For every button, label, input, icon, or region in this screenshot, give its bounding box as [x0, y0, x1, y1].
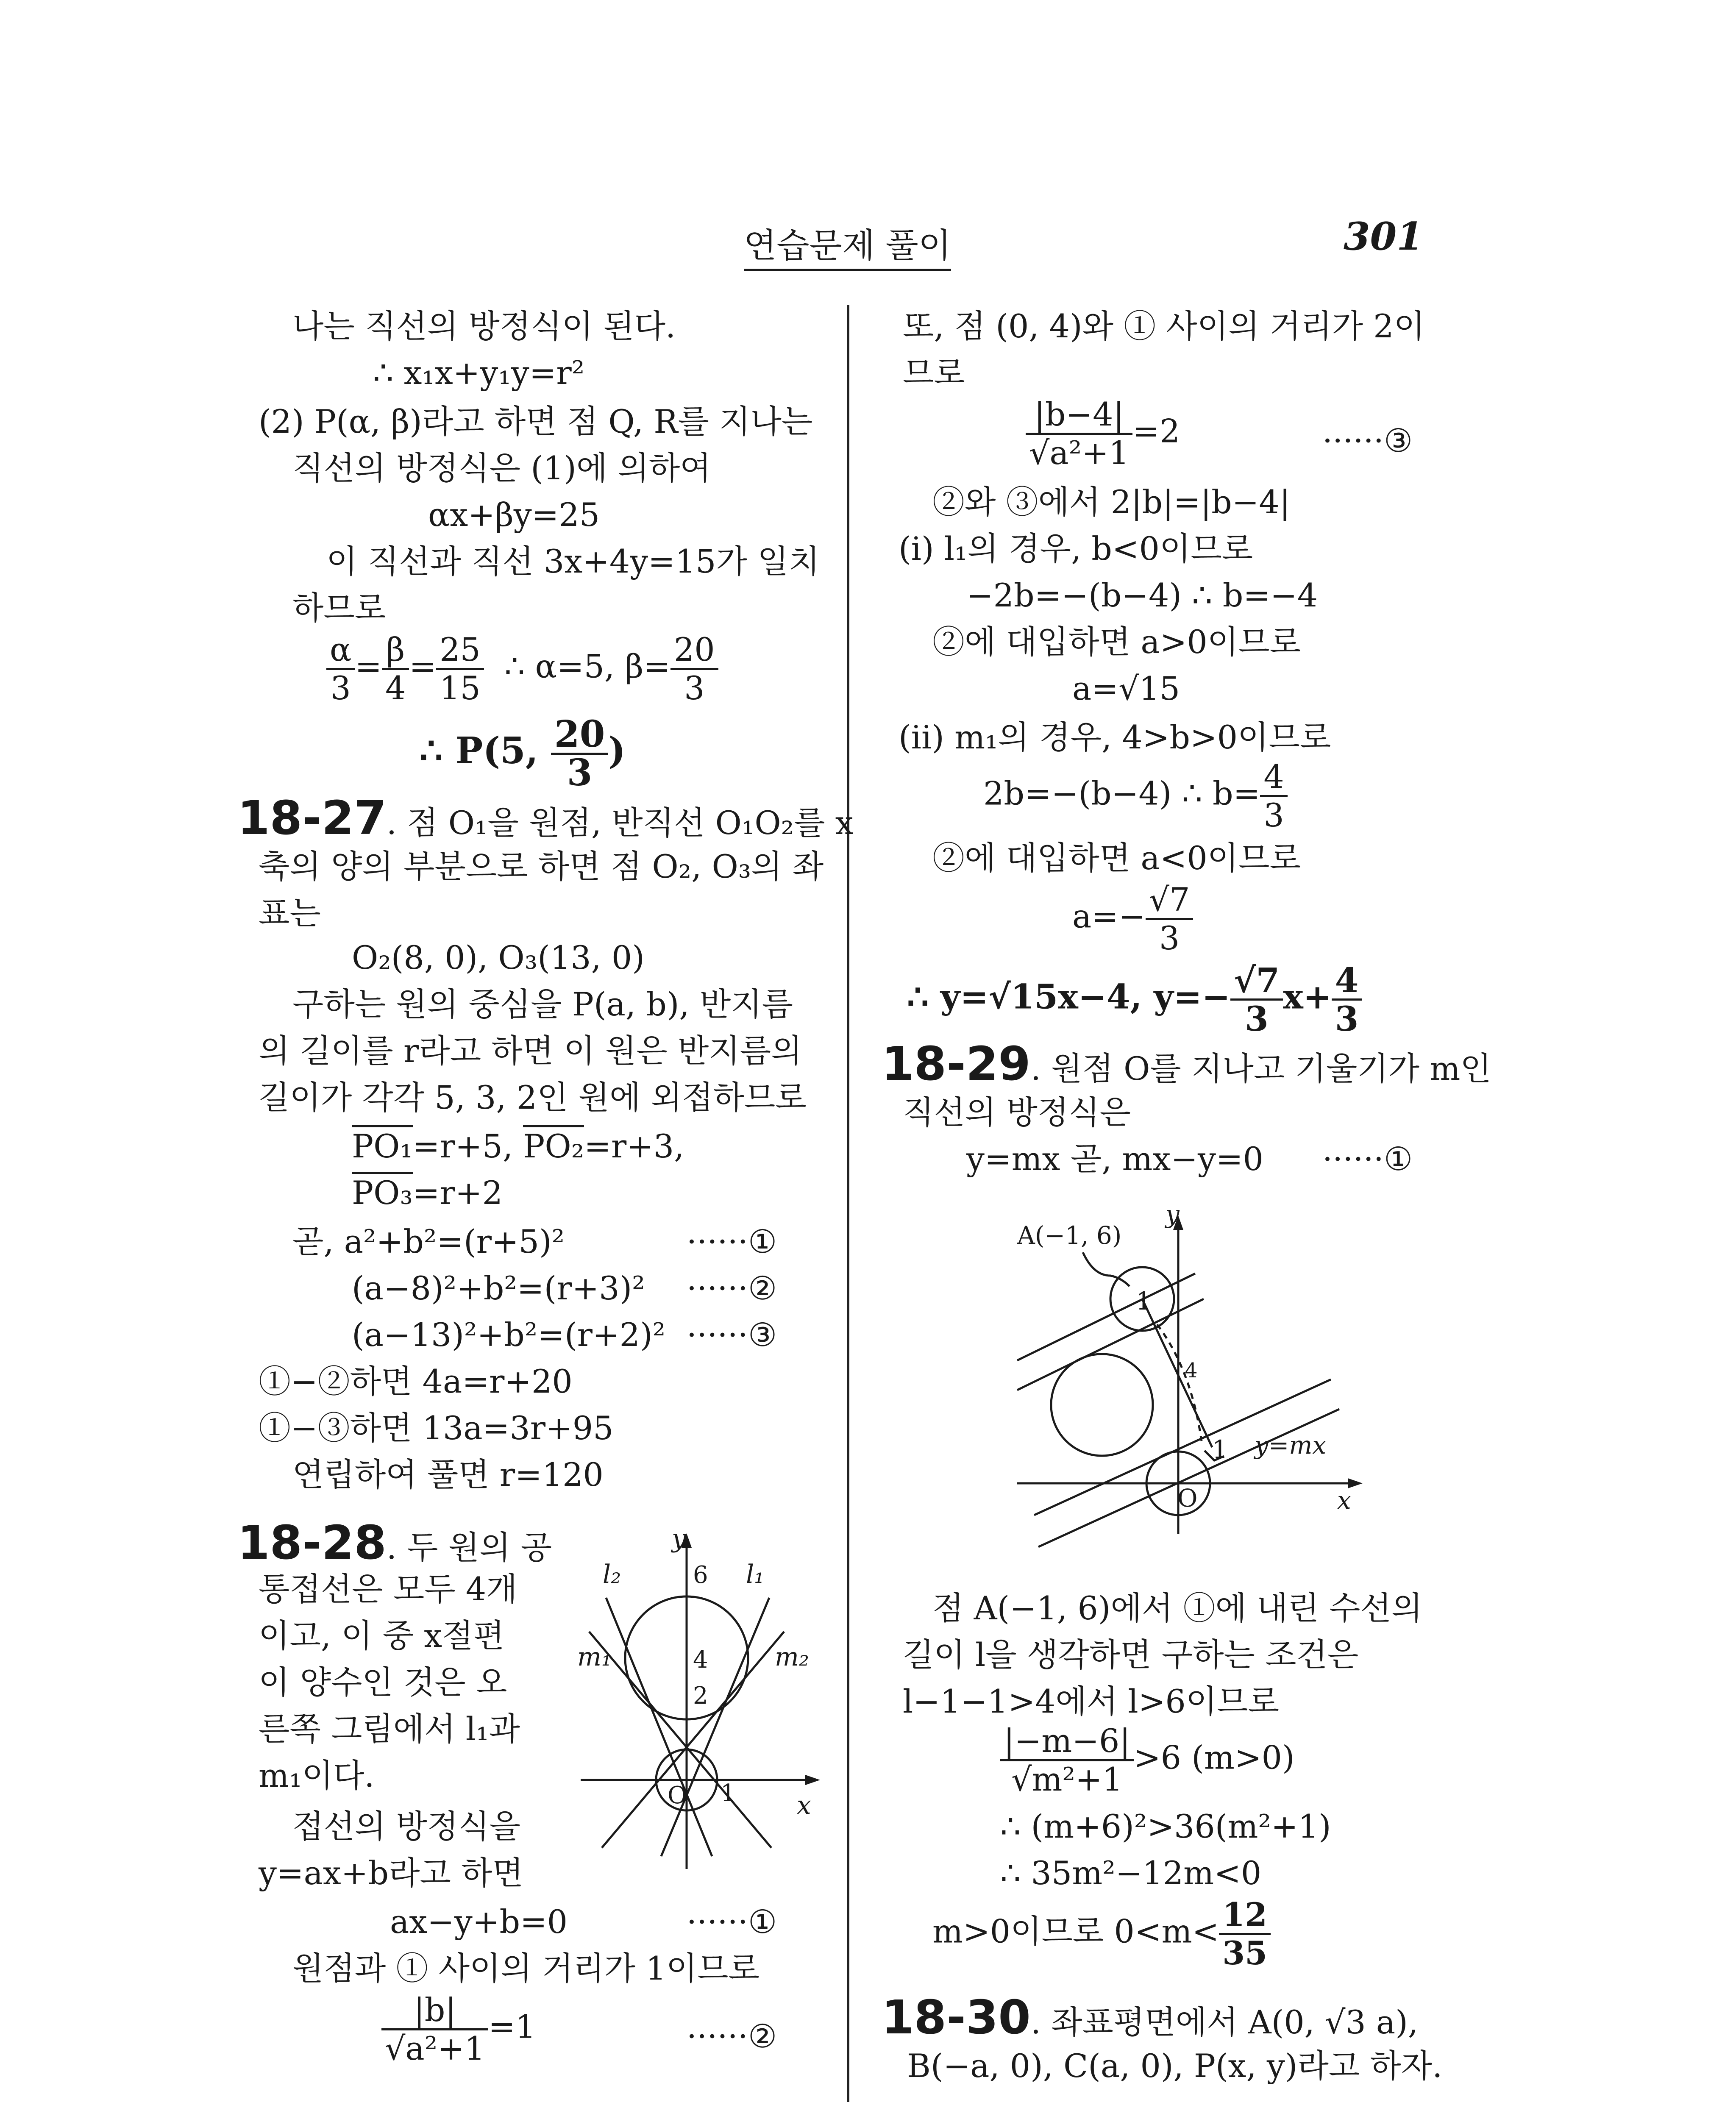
problem-number: 18-29	[882, 1037, 1031, 1091]
fraction: $\frac{\beta}{4}$	[382, 631, 409, 706]
m2-label: m₂	[775, 1642, 809, 1672]
equation: ∴ x₁x+y₁y=r²	[373, 354, 585, 392]
text-line: 직선의 방정식은	[903, 1093, 1131, 1131]
text-line: B(−a, 0), C(a, 0), P(x, y)라고 하자.	[907, 2047, 1443, 2085]
l2-label: l₂	[603, 1560, 621, 1589]
fraction: $\frac{12}{35}$	[1219, 1897, 1271, 1972]
text-line: 므로	[903, 354, 965, 392]
text-line: 른쪽 그림에서 l₁과	[259, 1710, 520, 1748]
fraction: $\frac{4}{3}$	[1332, 962, 1362, 1037]
text-line: m₁이다.	[259, 1757, 375, 1794]
text-line: 길이가 각각 5, 3, 2인 원에 외접하므로	[259, 1079, 807, 1116]
equation-tag: ······①	[687, 1223, 777, 1260]
equation: $\frac{|-m-6|}{\text{√m²+1}}$ >6 (m>0)	[1000, 1723, 1295, 1798]
x-label: x	[1337, 1486, 1351, 1515]
problem-18-28: 18-28. 두 원의 공	[237, 1516, 552, 1570]
text-line: 직선의 방정식은 (1)에 의하여	[292, 449, 711, 487]
text-line: y=ax+b라고 하면	[259, 1854, 523, 1892]
equation-1: ax−y+b=0	[390, 1903, 568, 1941]
equation-tag: ······③	[1322, 422, 1413, 459]
circle-middle	[1051, 1354, 1153, 1456]
fraction: $\frac{|-m-6|}{\text{√m²+1}}$	[1000, 1723, 1134, 1798]
text-line: (2) P(α, β)라고 하면 점 Q, R를 지나는	[259, 403, 813, 440]
text-line: ②에 대입하면 a>0이므로	[932, 623, 1301, 661]
equation: PO₃=r+2	[352, 1172, 503, 1214]
answer-line: m>0이므로 0<m< $\frac{12}{35}$	[932, 1897, 1271, 1972]
equation-tag: ······②	[687, 2017, 777, 2055]
equation: ∴ 35m²−12m<0	[1000, 1854, 1262, 1892]
fraction: $\frac{|b-4|}{\text{√a²+1}}$	[1026, 396, 1132, 471]
text-line: 구하는 원의 중심을 P(a, b), 반지름	[292, 985, 793, 1023]
equation-2: (a−8)²+b²=(r+3)²	[352, 1269, 645, 1307]
x-arrow-icon	[805, 1775, 820, 1785]
equation-tag: ······②	[687, 1269, 777, 1307]
equation: ∴ (m+6)²>36(m²+1)	[1000, 1808, 1331, 1845]
radius-1-label: 1	[1136, 1287, 1152, 1315]
text-line: 표는	[259, 894, 321, 932]
tangent-m1	[589, 1632, 771, 1848]
radius-1b-label: 1	[1212, 1435, 1228, 1464]
text-line: 길이 l을 생각하면 구하는 조건은	[903, 1636, 1359, 1674]
text-line: 나는 직선의 방정식이 된다.	[292, 307, 676, 345]
equation-ratio: $\frac{\alpha}{3}$ = $\frac{\beta}{4}$ = $\frac{25}{15}$ ∴ α=5, β= $\frac{20}{3}$	[326, 631, 718, 706]
text-line: 이 양수인 것은 오	[259, 1663, 507, 1701]
fraction: $\frac{\alpha}{3}$	[326, 631, 355, 706]
origin-label: O	[668, 1782, 687, 1809]
y-label: y	[1166, 1204, 1180, 1229]
fraction: $\frac{4}{3}$	[1260, 759, 1287, 834]
equation: −2b=−(b−4) ∴ b=−4	[966, 576, 1318, 614]
answer-line: ∴ y=√15x−4, y=− $\frac{√7}{3}$ x+ $\frac{4}{3}$	[907, 962, 1362, 1037]
m1-label: m₁	[577, 1642, 612, 1672]
fraction: $\frac{√7}{3}$	[1230, 962, 1283, 1037]
equation-2: $\frac{|b|}{\text{√a²+1}}$ =1	[381, 1992, 536, 2067]
text-line: 하므로	[292, 589, 386, 627]
problem-18-30: 18-30. 좌표평면에서 A(0, √3 a),	[882, 1990, 1419, 2044]
tick-2: 2	[693, 1682, 708, 1710]
page-title: 연습문제 풀이	[744, 218, 951, 271]
equation-tag: ······③	[687, 1316, 777, 1354]
text-line: 통접선은 모두 4개	[259, 1570, 517, 1608]
text-line: 이 직선과 직선 3x+4y=15가 일치	[326, 542, 820, 580]
equation-1: y=mx 곧, mx−y=0	[966, 1140, 1264, 1178]
l1-label: l₁	[746, 1560, 765, 1589]
text-line: 축의 양의 부분으로 하면 점 O₂, O₃의 좌	[259, 848, 824, 885]
leader-line	[1083, 1252, 1130, 1286]
equation: a=− $\frac{√7}{3}$	[1072, 882, 1193, 957]
point-a-label: A(−1, 6)	[1017, 1221, 1122, 1250]
equation: PO₁=r+5, PO₂=r+3,	[352, 1125, 684, 1168]
equation-3: $\frac{|b-4|}{\text{√a²+1}}$ =2	[1026, 396, 1180, 471]
line-ymx	[1038, 1409, 1339, 1547]
problem-number: 18-27	[237, 791, 387, 845]
equation-tag: ······①	[1322, 1140, 1413, 1178]
tangent-l1	[661, 1598, 769, 1856]
text-line: 원점과 ① 사이의 거리가 1이므로	[292, 1949, 760, 1987]
y-label: y	[672, 1526, 686, 1553]
distance-4-label: 4	[1185, 1359, 1198, 1382]
equation: a=√15	[1072, 670, 1180, 707]
page-number: 301	[1344, 214, 1423, 259]
column-divider	[847, 305, 849, 2102]
line-label: y=mx	[1255, 1431, 1327, 1460]
fraction: $\frac{25}{15}$	[436, 631, 484, 706]
equation-3: (a−13)²+b²=(r+2)²	[352, 1316, 666, 1354]
equation: ②와 ③에서 2|b|=|b−4|	[932, 483, 1291, 521]
text-line: 이고, 이 중 x절편	[259, 1617, 504, 1655]
origin-label: O	[1177, 1484, 1198, 1513]
equation: αx+βy=25	[428, 496, 600, 534]
x-label: x	[797, 1791, 811, 1820]
problem-18-29: 18-29. 원점 O를 지나고 기울기가 m인	[882, 1037, 1491, 1091]
text-line: 또, 점 (0, 4)와 ① 사이의 거리가 2이	[903, 307, 1425, 345]
tick-4: 4	[693, 1646, 708, 1674]
equation: ①−③하면 13a=3r+95	[259, 1409, 614, 1447]
fraction: $\frac{√7}{3}$	[1146, 882, 1194, 957]
text-line: ②에 대입하면 a<0이므로	[932, 839, 1301, 877]
text-line: 의 길이를 r라고 하면 이 원은 반지름의	[259, 1032, 802, 1070]
tangent-l2	[606, 1598, 712, 1856]
parallel-line-2	[1017, 1299, 1204, 1390]
equation: 2b=−(b−4) ∴ b= $\frac{4}{3}$	[983, 759, 1288, 834]
equation: 연립하여 풀면 r=120	[292, 1456, 604, 1493]
problem-18-27: 18-27. 점 O₁을 원점, 반직선 O₁O₂를 x	[237, 791, 854, 845]
text-line: (i) l₁의 경우, b<0이므로	[899, 530, 1253, 567]
problem-number: 18-28	[237, 1516, 387, 1570]
answer-line: ∴ P(5, $\frac{20}{3}$ )	[420, 713, 626, 794]
text-line: (ii) m₁의 경우, 4>b>0이므로	[899, 718, 1331, 756]
equation: O₂(8, 0), O₃(13, 0)	[352, 939, 645, 976]
text-line: 접선의 방정식을	[292, 1808, 521, 1845]
fraction: $\frac{20}{3}$	[670, 631, 718, 706]
fraction: $\frac{|b|}{\text{√a²+1}}$	[381, 1992, 488, 2067]
equation-tag: ······①	[687, 1903, 777, 1941]
tick-1: 1	[721, 1780, 736, 1807]
figure-circles-lines	[1009, 1204, 1373, 1551]
equation-1: 곧, a²+b²=(r+5)²	[292, 1223, 565, 1260]
tick-6: 6	[693, 1561, 708, 1589]
fraction: $\frac{20}{3}$	[551, 716, 609, 791]
figure-common-tangents	[576, 1526, 822, 1873]
problem-number: 18-30	[882, 1990, 1031, 2044]
text-line: l−1−1>4에서 l>6이므로	[903, 1682, 1279, 1720]
text-line: 점 A(−1, 6)에서 ①에 내린 수선의	[932, 1589, 1423, 1627]
equation: ①−②하면 4a=r+20	[259, 1363, 573, 1400]
